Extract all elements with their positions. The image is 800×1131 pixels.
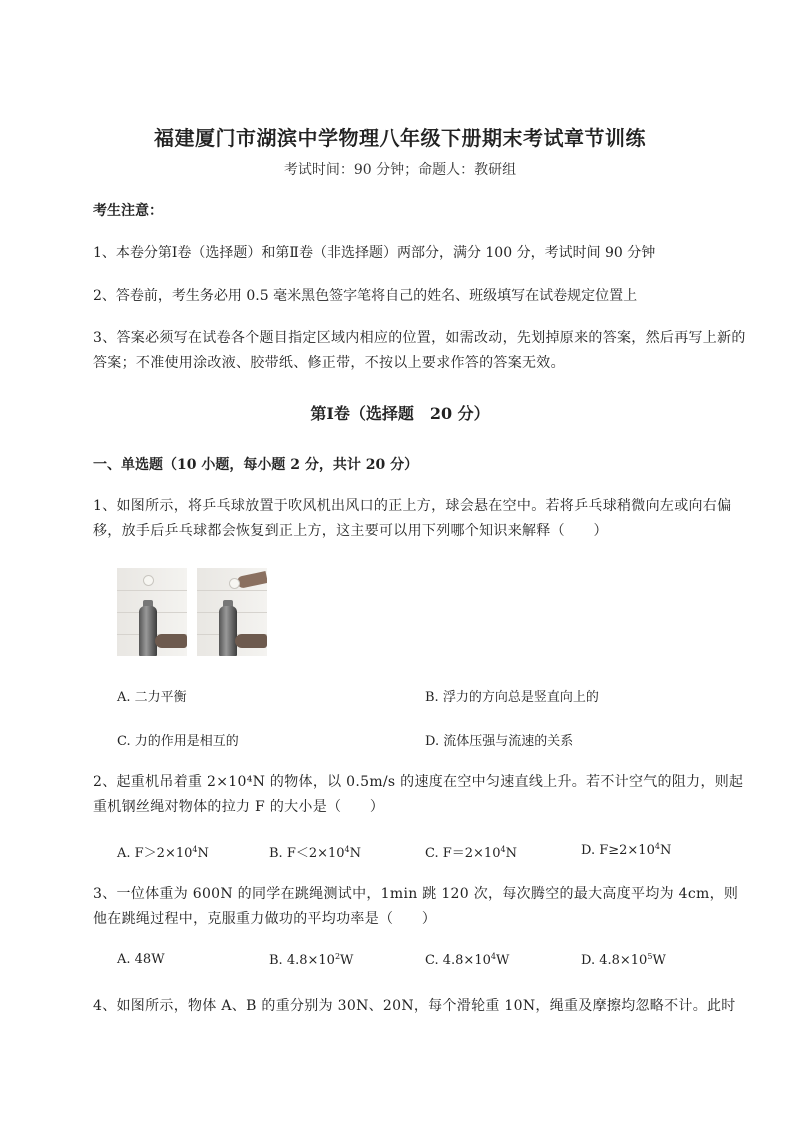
question-1-option-c: C. 力的作用是相互的 xyxy=(117,734,239,749)
question-3-option-a: A. 48W xyxy=(117,952,165,967)
question-4-stem: 4、如图所示，物体 A、B 的重分别为 30N、20N，每个滑轮重 10N，绳重及摩擦均忽略不计。此时 xyxy=(93,998,736,1014)
ping-pong-ball-icon xyxy=(229,578,240,589)
section-title: 第Ⅰ卷（选择题 20 分） xyxy=(310,404,490,423)
question-3-stem: 3、一位体重为 600N 的同学在跳绳测试中，1min 跳 120 次，每次腾空的最大高度平均为 4cm，则他在跳绳过程中，克服重力做功的平均功率是（ ） xyxy=(93,886,739,927)
notice-heading: 考生注意： xyxy=(93,203,163,219)
question-1-photo-right xyxy=(197,568,267,656)
hair-dryer-icon xyxy=(139,606,157,656)
question-2-option-a: A. $F>2\times 10^4N$ xyxy=(117,845,209,861)
question-2-option-b: B. $F<2\times 10^4N$ xyxy=(269,845,362,861)
question-2-option-c: C. $F=2\times 10^4N$ xyxy=(425,845,517,861)
part-heading: 一、单选题（10 小题，每小题 2 分，共计 20 分） xyxy=(93,457,419,473)
notice-item-1: 1、本卷分第Ⅰ卷（选择题）和第Ⅱ卷（非选择题）两部分，满分 100 分，考试时间 90 分钟 xyxy=(93,245,656,261)
ping-pong-ball-icon xyxy=(143,575,154,586)
question-3-option-d: D. $4.8\times 10^5W$ xyxy=(581,952,666,968)
exam-title: 福建厦门市湖滨中学物理八年级下册期末考试章节训练 xyxy=(154,126,646,150)
notice-item-3: 3、答案必须写在试卷各个题目指定区域内相应的位置，如需改动，先划掉原来的答案，然后再写上新的答案；不准使用涂改液、胶带纸、修正带，不按以上要求作答的答案无效。 xyxy=(93,330,746,371)
notice-item-2: 2、答卷前，考生务必用 0.5 毫米黑色签字笔将自己的姓名、班级填写在试卷规定位置上 xyxy=(93,288,638,304)
question-1-photo-left xyxy=(117,568,187,656)
question-1-option-a: A. 二力平衡 xyxy=(117,690,187,705)
question-3-option-b: B. $4.8\times 10^2W$ xyxy=(269,952,354,968)
question-1-option-b: B. 浮力的方向总是竖直向上的 xyxy=(425,690,599,705)
question-2-stem: 2、起重机吊着重 2×10⁴N 的物体，以 0.5m/s 的速度在空中匀速直线上升。若不计空气的阻力，则起重机钢丝绳对物体的拉力 F 的大小是（ ） xyxy=(93,774,744,815)
question-1-stem: 1、如图所示，将乒乓球放置于吹风机出风口的正上方，球会悬在空中。若将乒乓球稍微向左或向右偏移，放手后乒乓球都会恢复到正上方，这主要可以用下列哪个知识来解释（ ） xyxy=(93,498,732,539)
exam-subtitle: 考试时间：90 分钟；命题人：教研组 xyxy=(283,162,517,178)
question-1-option-d: D. 流体压强与流速的关系 xyxy=(425,734,574,749)
hair-dryer-icon xyxy=(219,606,237,656)
question-3-option-c: C. $4.8\times 10^4W$ xyxy=(425,952,510,968)
question-2-option-d: D. $F\ge 2\times 10^4N$ xyxy=(581,842,672,858)
